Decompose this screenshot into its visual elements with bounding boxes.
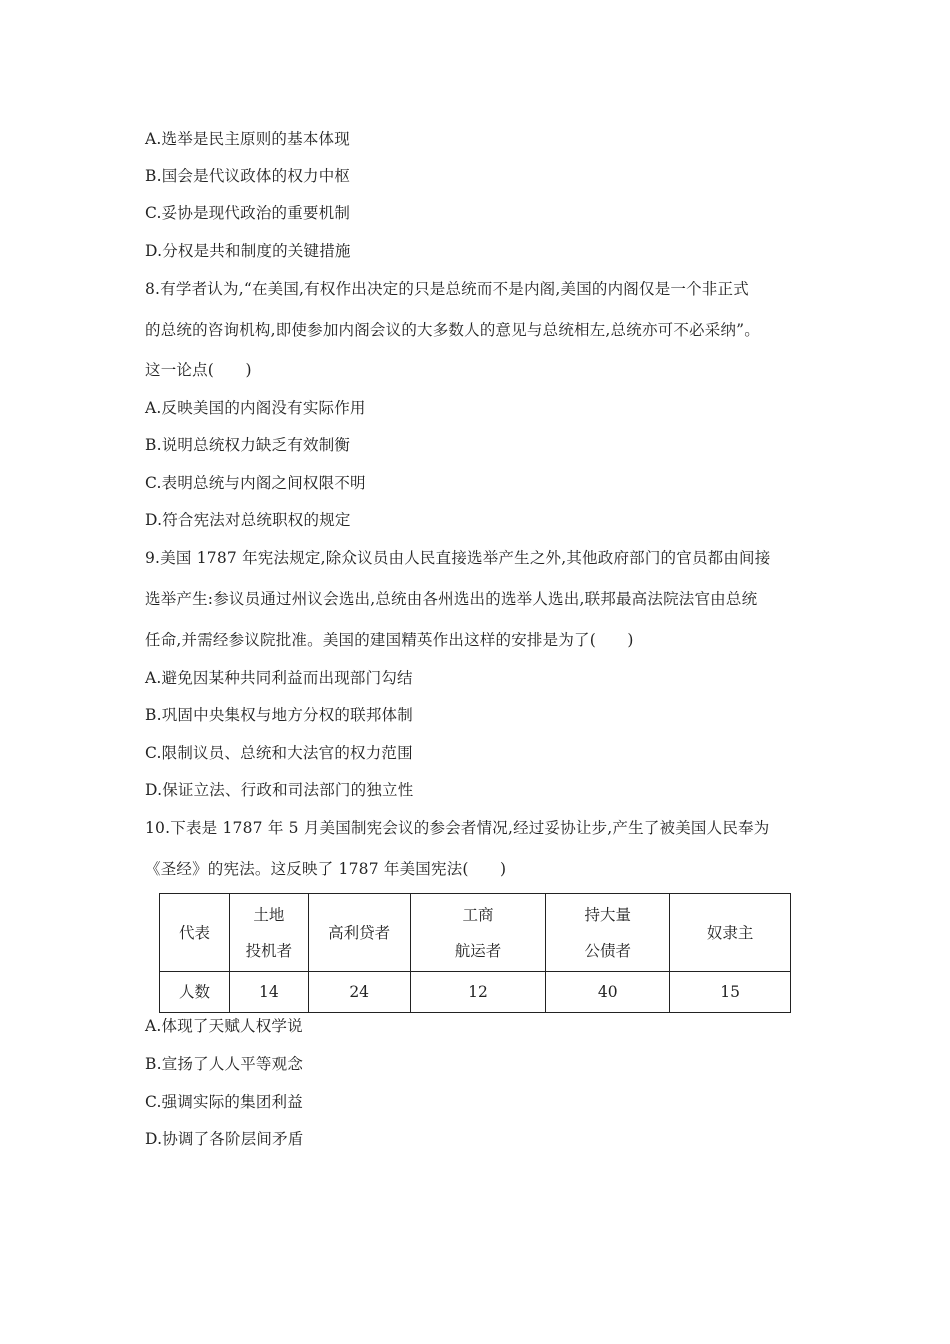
q9-stem-line-1: 9.美国 1787 年宪法规定,除众议员由人民直接选举产生之外,其他政府部门的官员都由间接 (145, 549, 771, 567)
table-header-label: 代表 (160, 894, 230, 972)
table-row (160, 972, 791, 1013)
q10-option-d: D.协调了各阶层间矛盾 (145, 1130, 304, 1148)
table-header-text: 持大量 (584, 905, 632, 924)
table-cell: 24 (308, 972, 410, 1013)
table-header-cell (670, 894, 791, 972)
q8-option-a: A.反映美国的内阁没有实际作用 (145, 399, 366, 417)
table-header-cell (546, 894, 670, 972)
table-header-text: 土地 (253, 905, 285, 924)
table-header-text: 公债者 (584, 941, 632, 960)
q9-stem-line-3: 任命,并需经参议院批准。美国的建国精英作出这样的安排是为了( ) (145, 631, 634, 649)
q9-option-b: B.巩固中央集权与地方分权的联邦体制 (145, 706, 413, 724)
q8-stem-line-3: 这一论点( ) (145, 361, 252, 379)
table-header-text: 投机者 (245, 941, 293, 960)
q8-option-c: C.表明总统与内阁之间权限不明 (145, 474, 366, 492)
table-header-cell (229, 894, 308, 972)
q10-stem-line-2: 《圣经》的宪法。这反映了 1787 年美国宪法( ) (145, 860, 507, 878)
table-header-text: 工商 (462, 905, 494, 924)
q9-option-a: A.避免因某种共同利益而出现部门勾结 (145, 669, 413, 687)
q8-stem-line-2: 的总统的咨询机构,即使参加内阁会议的大多数人的意见与总统相左,总统亦可不必采纳”。 (145, 321, 760, 339)
table-cell: 40 (546, 972, 670, 1013)
q9-stem-line-2: 选举产生:参议员通过州议会选出,总统由各州选出的选举人选出,联邦最高法院法官由总统 (145, 590, 758, 608)
q10-stem-line-1: 10.下表是 1787 年 5 月美国制宪会议的参会者情况,经过妥协让步,产生了被美国人民奉为 (145, 819, 770, 837)
q9-option-d: D.保证立法、行政和司法部门的独立性 (145, 781, 414, 799)
table-cell: 14 (229, 972, 308, 1013)
table-row-label: 人数 (160, 972, 230, 1013)
q8-option-b: B.说明总统权力缺乏有效制衡 (145, 436, 351, 454)
q10-option-c: C.强调实际的集团利益 (145, 1093, 303, 1111)
table-header-text: 高利贷者 (328, 923, 391, 942)
q7-option-a: A.选举是民主原则的基本体现 (145, 130, 350, 148)
table-header-cell (410, 894, 546, 972)
q9-option-c: C.限制议员、总统和大法官的权力范围 (145, 744, 413, 762)
q8-option-d: D.符合宪法对总统职权的规定 (145, 511, 351, 529)
table-header-cell (308, 894, 410, 972)
table-header-row (160, 894, 791, 972)
q8-stem-line-1: 8.有学者认为,“在美国,有权作出决定的只是总统而不是内阁,美国的内阁仅是一个非正式 (145, 280, 749, 298)
table-cell: 15 (670, 972, 791, 1013)
q10-option-b: B.宣扬了人人平等观念 (145, 1055, 304, 1073)
table-header-text: 奴隶主 (706, 923, 754, 942)
delegates-table (159, 893, 791, 1013)
table-cell: 12 (410, 972, 546, 1013)
table-header-text: 航运者 (454, 941, 502, 960)
q7-option-b: B.国会是代议政体的权力中枢 (145, 167, 351, 185)
q7-option-d: D.分权是共和制度的关键措施 (145, 242, 351, 260)
q10-option-a: A.体现了天赋人权学说 (145, 1017, 303, 1035)
q7-option-c: C.妥协是现代政治的重要机制 (145, 204, 351, 222)
